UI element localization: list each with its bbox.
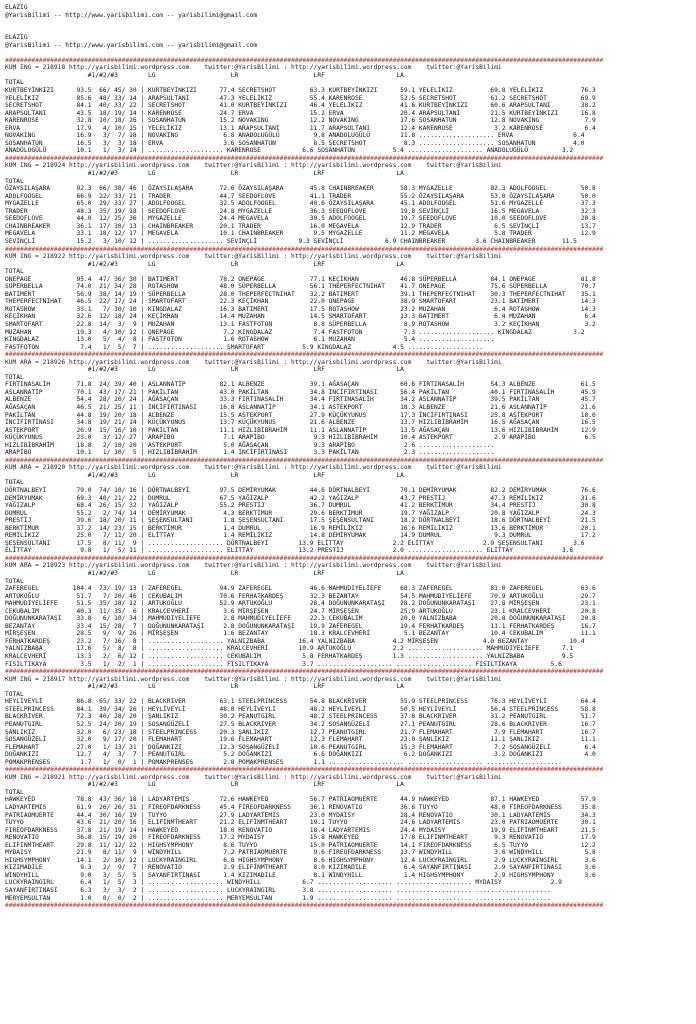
table-row: SMARTOFART 22.8 14/ 3/ 9 | MUZAHAN 13.1 FASTFOTON 8.8 SÜPERBELLA 8.9 ROTASHOW 3.2 KEÇİKHAN 3.2 — [5, 320, 596, 328]
table-row: THEPERFECTNIHAT 46.5 22/ 17/ 24 | SMARTOFART 22.3 KEÇİKHAN 22.0 ONEPAGE 38.9 SMARTOFART 23.1 BATIMERT 14.3 — [5, 298, 596, 306]
table-row: #1/#2/#3 LG LR LRF LA — [5, 471, 404, 479]
table-row: ASTEKPORT 26.9 15/ 16/ 10 | PAKİLTAN 11.1 HIZLIBİBRAHİM 11.1 ASLANNATİP 13.5 AĞASAÇAN 13.6 HIZLIBİBRAHİM 12.9 — [5, 426, 596, 434]
blank-line — [5, 19, 696, 27]
race-header: KUM ING = 218921 http://yarisbilimi.wordpress.com twitter:@YarisBilimi : http://yarisbilimi.wordpress.com twitter:@YarisBilimi — [5, 773, 502, 781]
table-row: FERHATKARDEŞ 23.2 7/ 16/ 8 | .................... YALNIZBABA 16.4 YALNIZBABA 4.2 MİRŞEŞEN 4.0 BEZANTAY 10.4 — [5, 637, 585, 645]
table-row: ARTUKOĞLU 51.7 7/ 20/ 46 | CEKUBALIM 70.6 FERHATKARDEŞ 32.3 BEZANTAY 54.5 MAHMUDIYELİEFE 70.9 ARTUKOĞLU 29.7 — [5, 592, 596, 600]
table-row: BATIMERT 56.9 38/ 14/ 19 | SÜPERBELLA 28.0 THEPERFECTNIHAT 32.2 BATIMERT 39.1 THEPERFECTNIHAT 30.3 THEPERFECTNIHAT 35.1 — [5, 290, 596, 298]
table-row: TOTAL — [5, 373, 24, 381]
blank-line — [5, 27, 696, 35]
table-row: ANADOLUGÜLÜ 10.1 1/ 3/ 14 | .................... KARENROSE 6.6 SOSANHATUN 5.4 .................... ANADOLUGÜLÜ 3.2 — [5, 147, 574, 155]
race-header: KUM ARA = 218923 http://yarisbilimi.wordpress.com twitter:@YarisBilimi : http://yarisbilimi.wordpress.com twitter:@YarisBilimi — [5, 562, 502, 570]
table-row: BEZANTAY 33.4 15/ 28/ 7 | DOĞUNUNKARATAŞI 2.8 DOĞUNUNKARATAŞI 19.9 ZAFEREGEL 19.4 FERHATKARDEŞ 11.1 FERHATKARDEŞ 16.7 — [5, 622, 596, 630]
table-row: HIZLIBİBRAHİM 18.8 2/ 10/ 20 | ASTEKPORT 5.0 AĞASAÇAN 9.3 ARAPİBO 2.6 .................... — [5, 441, 495, 449]
table-row: #1/#2/#3 LG LR LRF LA — [5, 570, 404, 578]
table-row: LUCKYRAINGIRL 6.4 1/ 5/ 3 | .................... WINDYHILL 6.7 .................... .................... MYDAISY 2.9 — [5, 879, 562, 887]
intro-line: ELAZIG — [5, 34, 28, 42]
table-row: TOTAL — [5, 690, 24, 698]
table-row: DEMİRYUMAK 69.3 40/ 21/ 22 | DUMRUL 67.5 YAĞIZALP 42.2 YAĞIZALP 43.7 PRESTİJ 47.3 REMİLİKIZ 31.6 — [5, 494, 596, 502]
table-row: FLEMAHART 27.0 1/ 13/ 31 | DOĞANKIZI 12.3 SOSANGÜZELİ 10.6 PEANUTGIRL 15.3 FLEMAHART 7.2 SOSANGÜZELİ 6.4 — [5, 743, 596, 751]
table-row: SEVİNÇLİ 15.2 3/ 10/ 12 | .................... SEVİNÇLİ 9.3 SEVİNÇLİ 6.9 CHAINBREAKER 3.6 CHAINBREAKER 11.5 — [5, 237, 577, 245]
table-row: YELELİKIZ 85.6 48/ 33/ 14 | ARAPSULTANI 47.3 YELELİKIZ 55.4 KARENROSE 52.5 SECRETSHOT 61.2 SECRETSHOT 69.9 — [5, 94, 596, 102]
table-row: NOVAKING 16.9 3/ 7/ 18 | NOVAKING 6.8 ANADOLUGÜLÜ 9.8 ANADOLUGÜLÜ 11.8 .................... ERVA 6.4 — [5, 132, 585, 140]
table-row: MAHMUDIYELİEFE 51.5 35/ 18/ 12 | ARTUKOĞLU 52.9 ARTUKOĞLU 28.4 DOĞUNUNKARATAŞI 28.2 DOĞUNUNKARATAŞI 27.8 MİRŞEŞEN 23.1 — [5, 600, 596, 608]
table-row: STEELPRINCESS 84.1 39/ 34/ 26 | HEYLİVEYLİ 48.0 HEYLİVEYLİ 48.2 HEYLİVEYLİ 50.5 HEYLİVEYLİ 56.4 STEELPRINCESS 58.8 — [5, 705, 596, 713]
table-row: DOĞANKIZI 12.7 4/ 3/ 7 | PEANUTGIRL 5.2 DOĞANKIZI 6.6 DOĞANKIZI 6.2 DOĞANKIZI 3.2 DOĞANKIZI 4.0 — [5, 751, 596, 759]
race-header: KUM ING = 218924 http://yarisbilimi.wordpress.com twitter:@YarisBilimi : http://yarisbilimi.wordpress.com twitter:@YarisBilimi — [5, 162, 502, 170]
table-row: ARAPSULTANI 43.5 18/ 19/ 14 | KARENROSE 24.7 ERVA 15.2 ERVA 20.4 ARAPSULTANI 21.5 KURTBEYİNKIZI 16.8 — [5, 109, 596, 117]
table-row: KIZIMADILE 9.3 2/ 9/ 7 | RENOVATIO 2.9 ELIFİNMTHEART 8.0 KIZIMADILE 6.4 SAYANFIRTINASI 2.9 SAYANFIRTINASI 3.6 — [5, 864, 596, 872]
table-row: PEANUTGIRL 52.5 24/ 20/ 19 | SOSANGÜZELİ 27.5 BLACKRIVER 34.2 SOSANGÜZELİ 27.1 PEANUTGIRL 28.6 BLACKRIVER 16.7 — [5, 720, 596, 728]
table-row: SECRETSHOT 84.1 40/ 33/ 22 | SECRETSHOT 41.0 KURTBEYİNKIZI 46.4 YELELİKIZ 41.6 KURTBEYİNKIZI 60.6 ARAPSULTANI 38.2 — [5, 102, 596, 110]
table-row: YALNIZBABA 17.6 5/ 8/ 8 | .................... KRALCEVHERİ 10.9 ARTUKOĞLU 2.2 .................... MAHMUDIYELİEFE 7.1 — [5, 645, 574, 653]
table-row: KARENROSE 32.8 10/ 18/ 26 | SOSANHATUN 15.2 NOVAKING 12.2 NOVAKING 17.6 SOSANHATUN 12.8 NOVAKING 7.9 — [5, 117, 596, 125]
table-row: BERKTİMUR 37.2 14/ 23/ 15 | BERKTİMUR 1.4 DUMRUL 16.9 REMİLİKIZ 16.6 REMİLİKIZ 13.6 BERKTİMUR 20.1 — [5, 524, 596, 532]
table-row: MUZAHAN 19.3 4/ 10/ 12 | ONEPAGE 7.2 KINGDALAZ 7.4 FASTFOTON 7.3 .................... KINGDALAZ 3.2 — [5, 328, 585, 336]
table-row: #1/#2/#3 LG LR LRF LA — [5, 683, 404, 691]
table-row: MİRŞEŞEN 28.5 9/ 9/ 26 | MİRŞEŞEN 1.6 BEZANTAY 18.3 KRALCEVHERİ 5.1 BEZANTAY 10.4 CEKUBALIM 11.1 — [5, 630, 596, 638]
table-row: PATRIAOMUERTE 44.4 30/ 16/ 19 | TUYYO 27.9 LADYARTEMIS 23.0 MYDAISY 28.4 RENOVATIO 30.1 LADYARTEMIS 34.3 — [5, 811, 596, 819]
table-row: ŞANLIKIZ 32.0 6/ 23/ 18 | STEELPRINCESS 20.3 ŞANLIKIZ 12.7 PEANUTGIRL 21.7 FLEMAHART 7.9 FLEMAHART 16.7 — [5, 728, 596, 736]
table-row: KRALCEVHERİ 13.3 2/ 6/ 12 | .................... CEKUBALIM 5.8 FERHATKARDEŞ 1.3 .................... YALNIZBABA 9.5 — [5, 653, 574, 661]
table-row: MYDAISY 21.9 8/ 11/ 9 | WINDYHILL 7.2 PATRIAOMUERTE 9.6 FIREOFDARKNESS 13.7 WINDYHILL 3.6 WINDYHILL 5.8 — [5, 849, 596, 857]
table-row: ELIFİNMTHEART 29.8 11/ 12/ 22 | HIGHSYMPHONY 8.6 TUYYO 15.0 PATRIAOMUERTE 14.1 FIREOFDARKNESS 6.5 TUYYO 12.2 — [5, 841, 596, 849]
table-row: BLACKRIVER 72.3 40/ 28/ 20 | ŞANLIKIZ 30.2 PEANUTGIRL 48.2 STEELPRINCESS 37.8 BLACKRIVER 31.2 PEANUTGIRL 51.7 — [5, 713, 596, 721]
table-row: TOTAL — [5, 268, 24, 276]
table-row: YAĞIZALP 68.4 26/ 15/ 32 | YAĞIZALP 55.2 PRESTİJ 36.7 DUMRUL 41.2 BERKTİMUR 34.4 PRESTİJ 30.8 — [5, 502, 596, 510]
separator-line: ############################################################################################################################################################### — [5, 154, 604, 162]
table-row: ONEPAGE 95.4 47/ 36/ 30 | BATIMERT 78.2 ONEPAGE 77.1 KEÇİKHAN 46.8 SÜPERBELLA 84.1 ONEPAGE 81.8 — [5, 275, 596, 283]
table-row: TOTAL — [5, 577, 24, 585]
table-row: TOTAL — [5, 177, 24, 185]
table-row: SOSANGÜZELİ 32.0 9/ 17/ 20 | FLEMAHART 19.6 FLEMAHART 12.3 FLEMAHART 23.0 ŞANLIKIZ 11.1 ŞANLIKIZ 11.1 — [5, 736, 596, 744]
table-row: #1/#2/#3 LG LR LRF LA — [5, 170, 404, 178]
table-row: KINGDALAZ 13.0 5/ 4/ 8 | FASTFOTON 1.6 ROTASHOW 6.1 MUZAHAN 5.4 .................... — [5, 336, 495, 344]
table-row: #1/#2/#3 LG LR LRF LA — [5, 781, 404, 789]
table-row: SEEDOFLOVE 44.0 12/ 25/ 36 | MYGAZELLE 24.4 MEGAVELA 30.5 ADOLFOOGEL 19.7 SEEDOFLOVE 10.0 SEEDOFLOVE 20.8 — [5, 215, 596, 223]
table-row: FASTFOTON 7.4 1/ 5/ 7 | .................... SMARTOFART 5.9 KINGDALAZ 4.5 .................... — [5, 343, 483, 351]
table-row: HEYLİVEYLİ 86.8 65/ 33/ 22 | BLACKRIVER 63.1 STEELPRINCESS 54.8 BLACKRIVER 55.9 STEELPRINCESS 76.3 HEYLİVEYLİ 64.4 — [5, 698, 596, 706]
table-row: PAKİLTAN 44.8 19/ 20/ 18 | ALBENZE 15.5 ASTEKPORT 27.9 KÜÇÜKYUNUS 17.3 İNCİFIRTINASI 25.8 ASTEKPORT 18.6 — [5, 411, 596, 419]
table-row: FIRTINASALİH 71.8 24/ 39/ 40 | ASLANNATİP 82.1 ALBENZE 39.1 AĞASAÇAN 60.6 FIRTINASALİH 54.3 ALBENZE 61.5 — [5, 381, 596, 389]
table-row: ERVA 17.9 4/ 10/ 15 | YELELİKIZ 13.1 ARAPSULTANI 11.7 ARAPSULTANI 12.4 KARENROSE 3.2 KARENROSE 6.4 — [5, 124, 596, 132]
table-row: KEÇİKHAN 32.6 12/ 18/ 24 | KEÇİKHAN 14.4 MUZAHAN 14.5 SMARTOFART 13.3 BATIMERT 6.4 MUZAHAN 6.4 — [5, 313, 596, 321]
race-header: KUM ING = 218917 http://yarisbilimi.wordpress.com twitter:@YarisBilimi : http://yarisbilimi.wordpress.com twitter:@YarisBilimi — [5, 675, 502, 683]
separator-line: ############################################################################################################################################################### — [5, 668, 604, 676]
separator-line: ############################################################################################################################################################### — [5, 902, 604, 910]
intro-line: @YarisBilimi -- http://www.yarisbilimi.com -- yarisbilimi@gmail.com — [5, 11, 258, 19]
table-row: ŞEŞENSULTANI 17.5 8/ 11/ 9 | .................... DÖRTNALBEYİ 13.9 ELİTTAY 2.2 ELİTTAY 2.9 ŞEŞENSULTANI 3.6 — [5, 539, 585, 547]
table-row: POMAKPRENSES 1.7 1/ 0/ 1 | POMAKPRENSES 2.8 POMAKPRENSES 1.1 .................... .................... .................... — [5, 758, 562, 766]
table-row: #1/#2/#3 LG LR LRF LA — [5, 366, 404, 374]
separator-line: ############################################################################################################################################################### — [5, 554, 604, 562]
race-header: KUM ING = 218918 http://yarisbilimi.wordpress.com twitter:@YarisBilimi : http://yarisbilimi.wordpress.com twitter:@YarisBilimi — [5, 64, 502, 72]
table-row: ÖZAYSILAŞARA 92.3 66/ 38/ 46 | ÖZAYSILAŞARA 72.6 ÖZAYSILAŞARA 45.8 CHAINBREAKER 58.3 MYGAZELLE 82.3 ADOLFOOGEL 50.8 — [5, 185, 596, 193]
table-row: HIGHSYMPHONY 14.1 2/ 10/ 12 | LUCKYRAINGIRL 6.8 HIGHSYMPHONY 8.6 HIGHSYMPHONY 12.4 LUCKYRAINGIRL 2.9 LUCKYRAINGIRL 3.6 — [5, 856, 596, 864]
table-row: ROTASHOW 33.1 7/ 30/ 10 | KINGDALAZ 16.3 BATIMERT 17.5 ROTASHOW 23.2 MUZAHAN 6.4 ROTASHOW 14.3 — [5, 305, 596, 313]
table-row: MEGAVELA 33.1 18/ 12/ 17 | MEGAVELA 10.1 CHAINBREAKER 9.5 MYGAZELLE 11.2 MEGAVELA 5.8 TRADER 12.9 — [5, 230, 596, 238]
table-row: ARAPİBO 10.1 1/ 10/ 5 | HIZLIBİBRAHİM 1.4 İNCİFIRTINASI 3.3 PAKİLTAN 2.3 .................... — [5, 449, 495, 457]
table-row: TOTAL — [5, 479, 24, 487]
table-row: RENOVATIO 36.8 15/ 19/ 20 | FIREOFDARKNESS 17.2 MYDAISY 15.8 HAWKEYED 17.8 ELIFİNMTHEART 9.3 RENOVATIO 17.9 — [5, 834, 596, 842]
table-row: TRADER 48.3 35/ 19/ 18 | SEEDOFLOVE 24.8 MYGAZELLE 36.3 SEEDOFLOVE 19.8 SEVİNÇLİ 16.5 MEGAVELA 32.3 — [5, 207, 596, 215]
table-row: HAWKEYED 78.8 43/ 36/ 18 | LADYARTEMIS 72.6 HAWKEYED 56.7 PATRIAOMUERTE 44.9 HAWKEYED 87.1 HAWKEYED 57.9 — [5, 796, 596, 804]
table-row: SÜPERBELLA 74.0 21/ 34/ 28 | ROTASHOW 48.0 SÜPERBELLA 56.1 THEPERFECTNIHAT 41.7 ONEPAGE 75.6 SÜPERBELLA 70.7 — [5, 283, 596, 291]
table-row: SAYANFIRTINASI 6.3 3/ 3/ 2 | .................... LUCKYRAINGIRL 3.8 .................... .................... .................... — [5, 886, 551, 894]
table-row: MYGAZELLE 65.0 29/ 33/ 27 | ADOLFOOGEL 32.5 ADOLFOOGEL 40.6 ÖZAYSILAŞARA 45.1 ADOLFOOGEL 51.6 MYGAZELLE 37.3 — [5, 200, 596, 208]
table-row: LADYARTEMIS 61.9 26/ 26/ 31 | FIREOFDARKNESS 45.4 FIREOFDARKNESS 36.1 RENOVATIO 36.6 TUYYO 48.0 FIREOFDARKNESS 35.8 — [5, 803, 596, 811]
table-row: #1/#2/#3 LG LR LRF LA — [5, 260, 404, 268]
table-row: KÜÇÜKYUNUS 23.0 3/ 12/ 27 | ARAPİBO 7.1 ARAPİBO 9.3 HIZLIBİBRAHİM 10.4 ASTEKPORT 2.9 ARAPİBO 6.5 — [5, 434, 596, 442]
race-header: KUM ARA = 218926 http://yarisbilimi.wordpress.com twitter:@YarisBilimi : http://yarisbilimi.wordpress.com twitter:@YarisBilimi — [5, 358, 502, 366]
table-row: WINDYHILL 9.0 3/ 5/ 5 | SAYANFIRTINASI 1.4 KIZIMADILE 8.1 WINDYHILL 1.4 HIGHSYMPHONY 2.9 HIGHSYMPHONY 3.6 — [5, 871, 596, 879]
table-row: ZAFEREGEL 104.4 73/ 19/ 13 | ZAFEREGEL 94.9 ZAFEREGEL 46.6 MAHMUDIYELİEFE 68.3 ZAFEREGEL 81.0 ZAFEREGEL 63.6 — [5, 585, 596, 593]
separator-line: ############################################################################################################################################################### — [5, 766, 604, 774]
table-row: AĞASAÇAN 46.5 21/ 25/ 11 | İNCİFIRTINASI 16.8 ASLANNATİP 34.1 ASTEKPORT 18.3 ALBENZE 21.6 ASLANNATİP 21.6 — [5, 403, 596, 411]
table-row: CEKUBALIM 40.3 11/ 35/ 6 | KRALCEVHERİ 3.6 MİRŞEŞEN 24.7 MİRŞEŞEN 25.9 ARTUKOĞLU 23.1 KRALCEVHERİ 20.8 — [5, 607, 596, 615]
table-row: MERYEMSULTAN 1.0 0/ 0/ 2 | .................... MERYEMSULTAN 1.9 .................... .................... .................... — [5, 894, 551, 902]
table-row: DOĞUNUNKARATAŞI 33.8 6/ 10/ 34 | MAHMUDIYELİEFE 2.8 MAHMUDIYELİEFE 22.3 CEKUBALIM 20.0 YALNIZBABA 20.8 DOĞUNUNKARATAŞI 20.8 — [5, 615, 596, 623]
separator-line: ############################################################################################################################################################### — [5, 456, 604, 464]
race-header: KUM ING = 218922 http://yarisbilimi.wordpress.com twitter:@YarisBilimi : http://yarisbilimi.wordpress.com twitter:@YarisBilimi — [5, 253, 502, 261]
table-row: TOTAL — [5, 788, 24, 796]
intro-line: @YarisBilimi -- http://www.yarisbilimi.com -- yarisbilimi@gmail.com — [5, 41, 258, 49]
table-row: ELİTTAY 9.8 1/ 5/ 11 | .................... ELİTTAY 13.2 PRESTİJ 2.0 .................... ELİTTAY 3.6 — [5, 547, 574, 555]
table-row: DÖRTNALBEYİ 79.0 74/ 10/ 16 | DÖRTNALBEYİ 97.5 DEMİRYUMAK 44.6 DÖRTNALBEYİ 70.1 DEMİRYUMAK 82.2 DEMİRYUMAK 76.6 — [5, 487, 596, 494]
table-row: REMİLİKIZ 25.0 7/ 11/ 20 | ELİTTAY 1.4 REMİLİKIZ 14.8 DEMİRYUMAK 14.9 DUMRUL 9.3 DUMRUL 17.2 — [5, 532, 596, 540]
table-row: ASLANNATİP 70.1 43/ 17/ 21 | PAKİLTAN 43.0 PAKİLTAN 34.8 İNCİFIRTINASI 56.4 PAKİLTAN 40.1 FIRTINASALİH 45.9 — [5, 388, 596, 396]
table-row: SOSANHATUN 16.5 3/ 3/ 18 | ERVA 3.6 SOSANHATUN 8.5 SECRETSHOT 8.3 .................... SOSANHATUN 4.0 — [5, 139, 585, 147]
separator-line: ############################################################################################################################################################### — [5, 245, 604, 253]
separator-line: ############################################################################################################################################################### — [5, 56, 604, 64]
blank-line — [5, 49, 696, 57]
table-row: KURTBEYİNKIZI 93.5 66/ 45/ 30 | KURTBEYİNKIZI 77.4 SECRETSHOT 63.3 KURTBEYİNKIZI 59.1 YELELİKIZ 69.8 YELELİKIZ 76.3 — [5, 87, 596, 95]
table-row: CHAINBREAKER 36.1 17/ 30/ 13 | CHAINBREAKER 20.1 TRADER 16.0 MEGAVELA 12.9 TRADER 6.5 SEVİNÇLİ 13.7 — [5, 222, 596, 230]
table-row: DUMRUL 55.2 2/ 74/ 14 | DEMİRYUMAK 4.3 BERKTİMUR 29.6 BERKTİMUR 19.7 YAĞIZALP 20.8 YAĞIZALP 24.3 — [5, 509, 596, 517]
intro-line: ELAZIG — [5, 4, 28, 11]
table-row: FISILTIKAYA 3.5 1/ 2/ 1 | .................... FISILTIKAYA 3.7 .................... .................... FISILTIKAYA 5.6 — [5, 660, 562, 668]
table-row: ALBENZE 54.4 28/ 20/ 24 | AĞASAÇAN 33.3 FIRTINASALİH 34.4 FIRTINASALİH 34.2 ASLANNATİP 39.5 PAKİLTAN 45.7 — [5, 396, 596, 404]
table-row: PRESTİJ 39.6 18/ 20/ 11 | ŞEŞENSULTANI 1.8 ŞEŞENSULTANI 17.5 ŞEŞENSULTANI 18.2 DÖRTNALBEYİ 18.6 DÖRTNALBEYİ 21.5 — [5, 517, 596, 525]
race-header: KUM ARA = 218920 http://yarisbilimi.wordpress.com twitter:@YarisBilimi : http://yarisbilimi.wordpress.com twitter:@YarisBilimi — [5, 464, 502, 472]
separator-line: ############################################################################################################################################################### — [5, 351, 604, 359]
table-row: ADOLFOOGEL 66.9 22/ 33/ 21 | TRADER 44.7 SEEDOFLOVE 41.1 TRADER 55.2 ÖZAYSILAŞARA 53.0 ÖZAYSILAŞARA 50.0 — [5, 192, 596, 200]
table-row: TOTAL — [5, 79, 24, 87]
table-row: FIREOFDARKNESS 37.8 21/ 19/ 14 | HAWKEYED 18.0 RENOVATIO 18.4 LADYARTEMIS 24.4 MYDAISY 19.9 ELIFİNMTHEART 21.5 — [5, 826, 596, 834]
table-row: #1/#2/#3 LG LR LRF LA — [5, 71, 404, 79]
table-row: İNCİFIRTINASI 34.8 19/ 21/ 14 | KÜÇÜKYUNUS 13.7 KÜÇÜKYUNUS 21.6 ALBENZE 13.7 HIZLIBİBRAHİM 16.5 AĞASAÇAN 16.5 — [5, 419, 596, 427]
table-row: TUYYO 43.6 21/ 20/ 16 | ELIFİNMTHEART 21.2 ELIFİNMTHEART 19.1 TUYYO 24.6 LADYARTEMIS 23.0 PATRIAOMUERTE 30.1 — [5, 819, 596, 827]
